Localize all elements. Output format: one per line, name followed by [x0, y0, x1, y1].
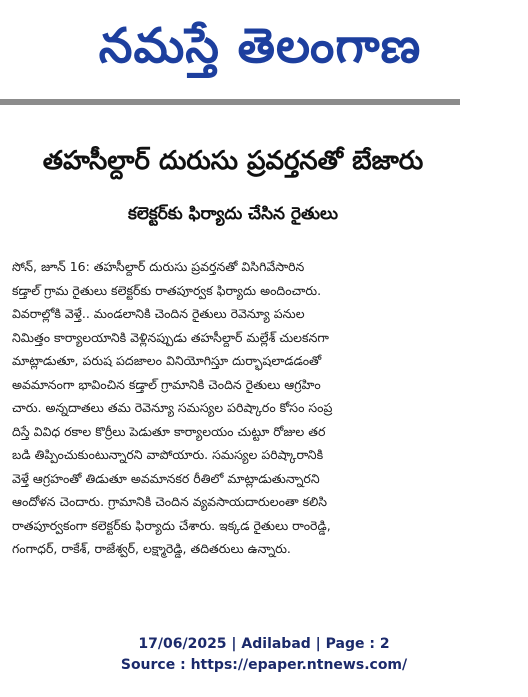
clipping-footer [0, 634, 528, 676]
article-line: సోన్, జూన్ 16: తహసీల్దార్ దురుసు ప్రవర్తనతో విసిగివేసారిన [12, 259, 305, 274]
article-line: ఆందోళన చెందారు. గ్రామానికి చెందిన వ్యవసాయదారులంతా కలిసి [12, 494, 328, 509]
article-headline: తహసీల్దార్ దురుసు ప్రవర్తనతో బేజారు [42, 146, 424, 176]
article-line: బడి తిప్పించుకుంటున్నారని వాపోయారు. సమస్యల పరిష్కారానికి [12, 447, 324, 462]
article-line: గంగాధర్, రాకేశ్, రాజేశ్వర్, లక్ష్మారెడ్డి, తదితరులు ఉన్నారు. [12, 541, 291, 556]
source-link[interactable]: Source : https://epaper.ntnews.com/ [120, 657, 408, 673]
article-line: మాట్లాడుతూ, పరుష పదజాలం వినియోగిస్తూ దుర్భాషలాడడంతో [12, 353, 322, 368]
masthead-logo [60, 6, 460, 86]
article-line: దిస్తే వివిధ రకాల కొర్రీలు పెడుతూ కార్యాలయం చుట్టూ రోజుల తర [12, 423, 326, 439]
article-line: కడ్తాల్ గ్రామ రైతులు కలెక్టర్‌కు రాతపూర్వక ఫిర్యాదు అందించారు. [12, 282, 322, 298]
article-line: వివరాల్లోకి వెళ్తే.. మండలానికి చెందిన రైతులు రెవెన్యూ పనుల [12, 306, 305, 321]
article-line: వెళ్తే ఆగ్రహంతో తిడుతూ అవమానకర రీతిలో మాట్లాడుతున్నారని [12, 470, 320, 486]
edition-info: 17/06/2025 | Adilabad | Page : 2 [138, 636, 390, 652]
masthead-title: నమస్తే తెలంగాణ [98, 18, 422, 74]
article-line: రాతపూర్వకంగా కలెక్టర్‌కు ఫిర్యాదు చేశారు. ఇక్కడ రైతులు రాంరెడ్డి, [12, 517, 331, 533]
article-line: నిమిత్తం కార్యాలయానికి వెళ్లినప్పుడు తహసీల్దార్ మల్లేశ్ చులకనగా [12, 329, 329, 345]
article-line: అవమానంగా భావించిన కడ్తాల్ గ్రామానికి చెందిన రైతులు ఆగ్రహిం [12, 376, 321, 392]
article-subheadline: కలెక్టర్‌కు ఫిర్యాదు చేసిన రైతులు [128, 204, 338, 224]
masthead-divider [0, 99, 460, 105]
article-body [12, 255, 464, 561]
article-line: చారు. అన్నదాతలు తమ రెవెన్యూ సమస్యల పరిష్కారం కోసం సంప్ర [12, 400, 333, 415]
